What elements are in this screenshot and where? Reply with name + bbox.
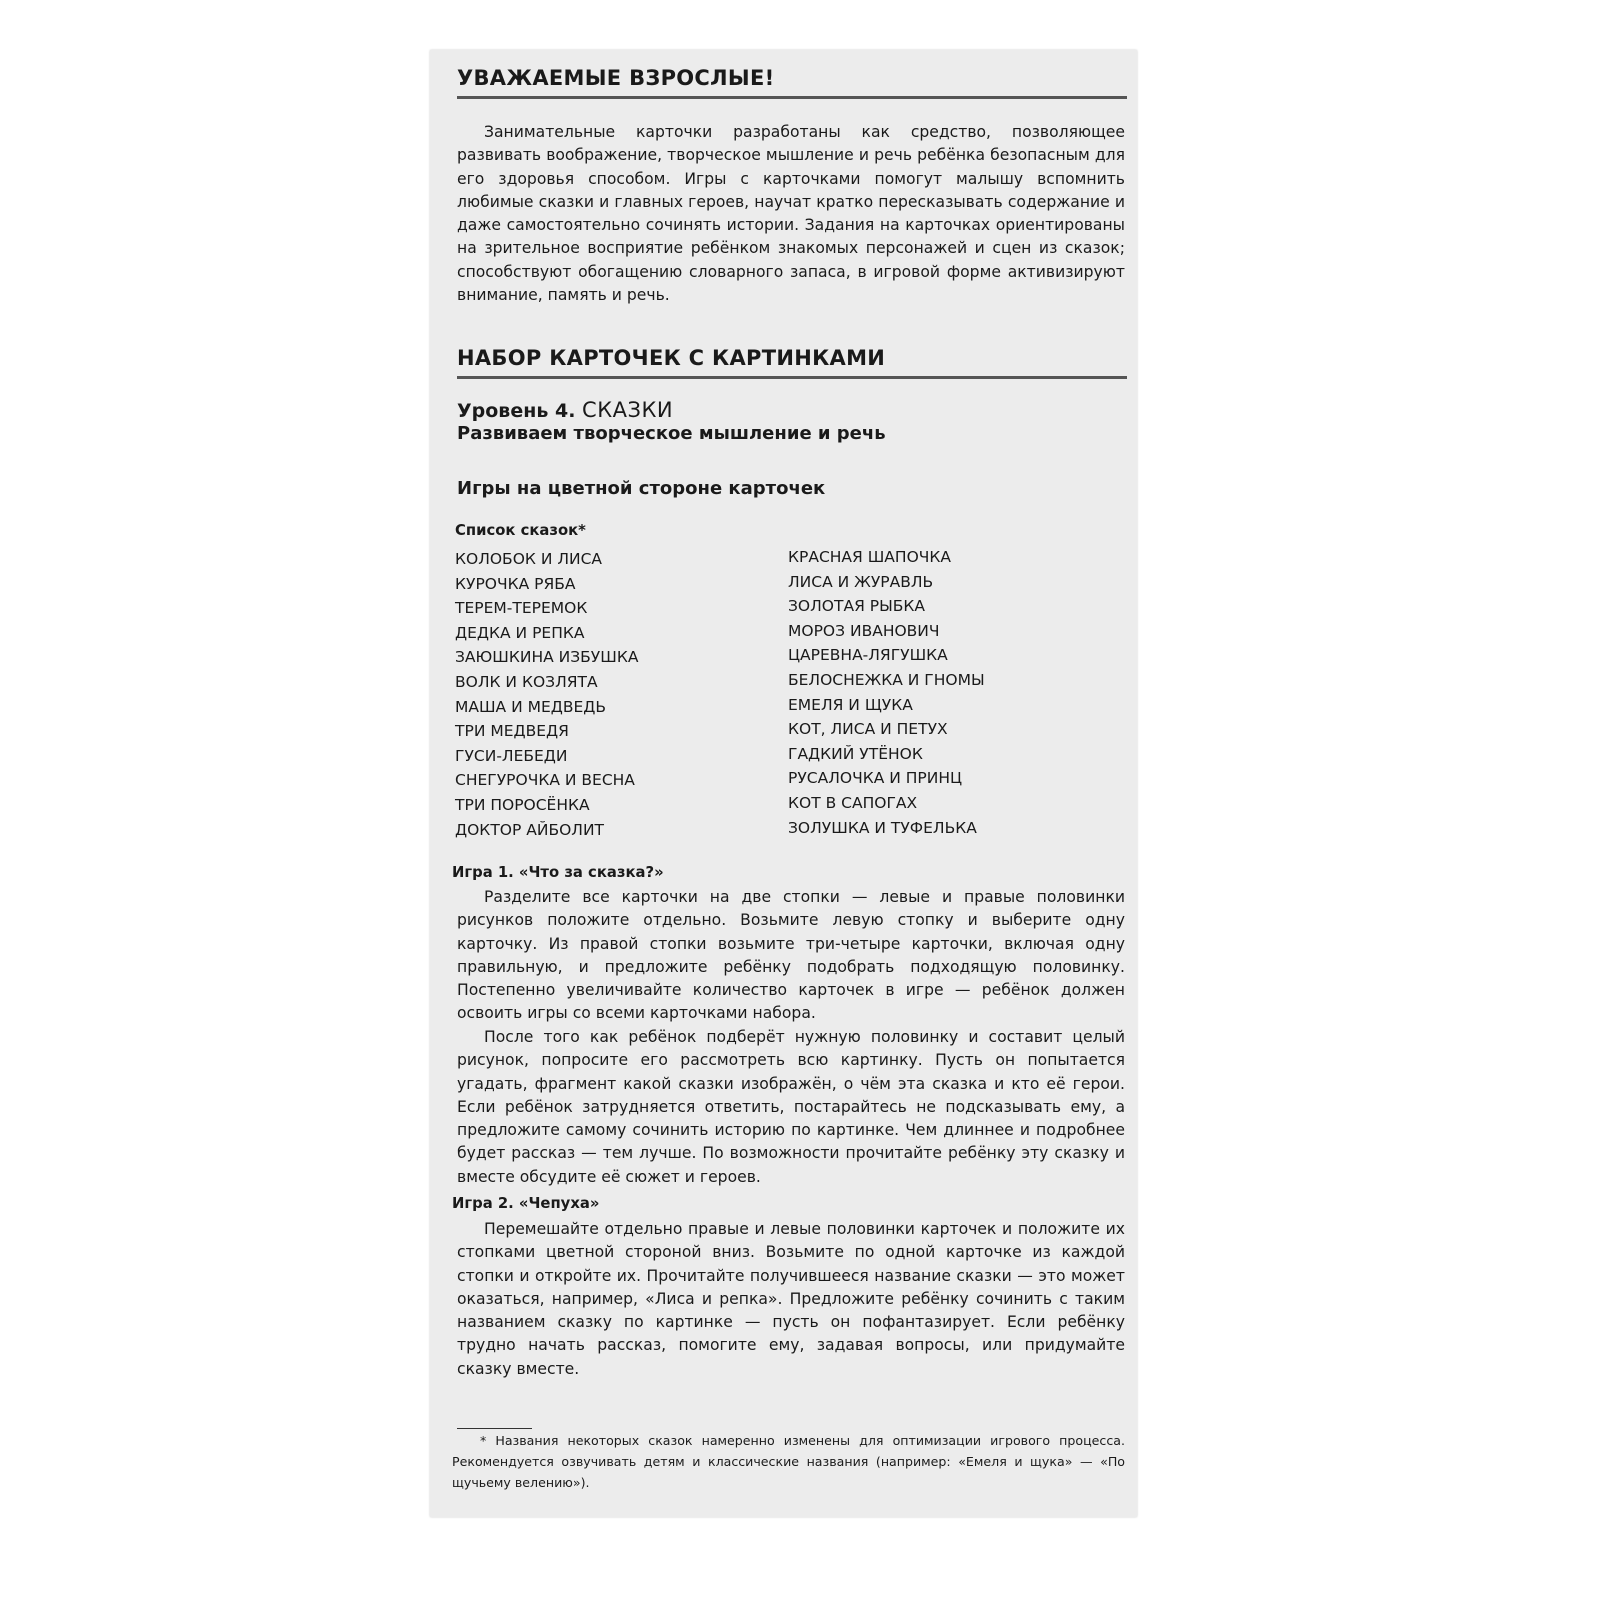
tale-list-item: КОТ, ЛИСА И ПЕТУХ (788, 720, 948, 739)
divider (457, 96, 1127, 99)
game2-paragraph: Перемешайте отдельно правые и левые половинки карточек и положите их стопками цветной стороной вниз. Возьмите по одной карточке из каждой стопки и откройте их. Прочитайте получившееся название сказки — это может оказаться, например, «Лиса и репка». Предложите ребёнку сочинить с таким названием сказку по картинке — пусть он пофантазирует. Если ребёнку трудно начать рассказ, помогите ему, задавая вопросы, или придумайте сказку вместе. (457, 1220, 1125, 1378)
tale-list-item: ГАДКИЙ УТЁНОК (788, 744, 923, 763)
footnote-divider (457, 1428, 532, 1429)
tale-list-item: ДЕДКА И РЕПКА (455, 623, 585, 642)
tale-list-item: ВОЛК И КОЗЛЯТА (455, 672, 598, 691)
set-title: НАБОР КАРТОЧЕК С КАРТИНКАМИ (457, 346, 886, 370)
section-title: Игры на цветной стороне карточек (457, 478, 826, 499)
tale-list-item: ЗОЛОТАЯ РЫБКА (788, 597, 926, 616)
tale-list-item: ЗОЛУШКА И ТУФЕЛЬКА (788, 818, 977, 837)
footnote: * Названия некоторых сказок намеренно изменены для оптимизации игрового процесса. Рекомендуется озвучивать детям и классические названия (например: «Емеля и щука» — «По щучьему велению»). (452, 1433, 1125, 1490)
instruction-sheet (430, 50, 1137, 1517)
tale-list-item: ТРИ ПОРОСЁНКА (455, 795, 590, 814)
game1-title: Игра 1. «Что за сказка?» (452, 864, 664, 881)
tale-list-item: СНЕГУРОЧКА И ВЕСНА (455, 771, 635, 790)
game1-paragraph: После того как ребёнок подберёт нужную половинку и составит целый рисунок, попросите его рассмотреть всю картинку. Пусть он попытается угадать, фрагмент какой сказки изображён, о чём эта сказка и кто её герои. Если ребёнок затрудняется ответить, постарайтесь не подсказывать ему, а предложите самому сочинить историю по картинке. Чем длиннее и подробнее будет рассказ — тем лучше. По возможности прочитайте ребёнку эту сказку и вместе обсудите её сюжет и героев. (457, 1028, 1125, 1186)
tale-list-item: БЕЛОСНЕЖКА И ГНОМЫ (788, 670, 985, 689)
tale-list-item: ГУСИ-ЛЕБЕДИ (455, 746, 568, 765)
tale-list-item: ЛИСА И ЖУРАВЛЬ (788, 572, 934, 591)
level-prefix: Уровень 4. (457, 400, 576, 422)
tale-list-item: ЕМЕЛЯ И ЩУКА (788, 695, 913, 714)
level-heading (457, 398, 673, 422)
tale-list-item: МОРОЗ ИВАНОВИЧ (788, 621, 940, 640)
tale-list-right (788, 545, 985, 840)
intro-title: УВАЖАЕМЫЕ ВЗРОСЛЫЕ! (457, 66, 775, 90)
game1-paragraph: Разделите все карточки на две стопки — левые и правые половинки рисунков положите отдельно. Возьмите левую стопку и выберите одну карточку. Из правой стопки возьмите три-четыре карточки, включая одну правильную, и предложите ребёнку подобрать подходящую половинку. Постепенно увеличивайте количество карточек в игре — ребёнок должен освоить игры со всеми карточками набора. (457, 888, 1125, 1023)
level-name: СКАЗКИ (582, 398, 674, 422)
tale-list-item: КРАСНАЯ ШАПОЧКА (788, 548, 951, 566)
tale-list-item: КОТ В САПОГАХ (788, 793, 918, 812)
divider (457, 376, 1127, 379)
tale-list-item: ТРИ МЕДВЕДЯ (455, 722, 569, 741)
tale-list-item: ДОКТОР АЙБОЛИТ (455, 820, 605, 839)
level-subtitle: Развиваем творческое мышление и речь (457, 423, 886, 444)
tale-list-item: РУСАЛОЧКА И ПРИНЦ (788, 769, 963, 788)
game2-title: Игра 2. «Чепуха» (452, 1195, 600, 1212)
tale-list-left (455, 547, 638, 842)
tale-list-item: ЦАРЕВНА-ЛЯГУШКА (788, 646, 948, 665)
tale-list-item: МАША И МЕДВЕДЬ (455, 697, 607, 716)
list-title: Список сказок* (455, 522, 586, 539)
tale-list-item: ТЕРЕМ-ТЕРЕМОК (455, 599, 588, 618)
tale-list-item: КУРОЧКА РЯБА (455, 574, 576, 593)
tale-list-item: ЗАЮШКИНА ИЗБУШКА (455, 648, 639, 667)
tale-list-item: КОЛОБОК И ЛИСА (455, 550, 603, 568)
intro-text: Занимательные карточки разработаны как средство, позволяющее развивать воображение, творческое мышление и речь ребёнка безопасным для его здоровья способом. Игры с карточками помогут малышу вспомнить любимые сказки и главных героев, научат кратко пересказывать содержание и даже самостоятельно сочинять истории. Задания на карточках ориентированы на зрительное восприятие ребёнком знакомых персонажей и сцен из сказок; способствуют обогащению словарного запаса, в игровой форме активизируют внимание, память и речь. (457, 123, 1125, 305)
